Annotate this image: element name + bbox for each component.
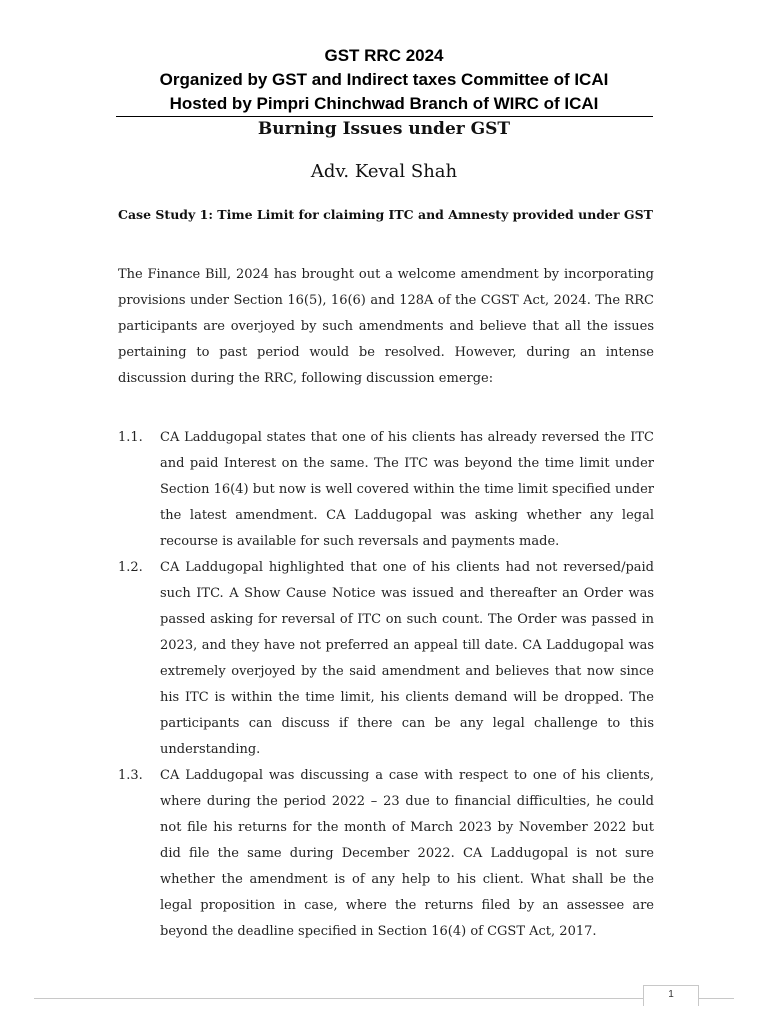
item-number: 1.1.: [118, 430, 143, 445]
header-line-2: Organized by GST and Indirect taxes Committee of ICAI: [159, 70, 609, 89]
item-text: CA Laddugopal highlighted that one of his clients had not reversed/paid such ITC. A Show Cause Notice was issued and thereafter an Order was passed asking for reversal of ITC on such count. The Order was passed in 2023, and they have not preferred an appeal till date. CA Laddugopal was extremely overjoyed by the said amendment and believes that now since his ITC is within the time limit, his clients demand will be dropped. The participants can discuss if there can be any legal challenge to this understanding.: [160, 560, 654, 757]
footer-divider: [34, 998, 734, 999]
item-text: CA Laddugopal was discussing a case with respect to one of his clients, where during the period 2022 – 23 due to financial difficulties, he could not file his returns for the month of March 2023 by November 2022 but did file the same during December 2022. CA Laddugopal is not sure whether the amendment is of any help to his client. What shall be the legal proposition in case, where the returns filed by an assessee are beyond the deadline specified in Section 16(4) of CGST Act, 2017.: [160, 768, 654, 939]
page-number: 1: [643, 985, 699, 1006]
item-number: 1.3.: [118, 768, 143, 783]
list-item: [118, 425, 654, 555]
item-number: 1.2.: [118, 560, 143, 575]
list-item: [118, 555, 654, 763]
case-study-heading: Case Study 1: Time Limit for claiming ITC and Amnesty provided under GST: [118, 207, 653, 222]
intro-paragraph: The Finance Bill, 2024 has brought out a welcome amendment by incorporating provisions under Section 16(5), 16(6) and 128A of the CGST Act, 2024. The RRC participants are overjoyed by such amendments and believe that all the issues pertaining to past period would be resolved. However, during an intense discussion during the RRC, following discussion emerge:: [118, 267, 654, 386]
header-line-3: Hosted by Pimpri Chinchwad Branch of WIRC of ICAI: [169, 94, 599, 113]
list-item: [118, 763, 654, 945]
case-items-list: [118, 425, 654, 945]
header-line-1: GST RRC 2024: [324, 46, 444, 65]
header-divider: [116, 116, 653, 117]
item-text: CA Laddugopal states that one of his clients has already reversed the ITC and paid Interest on the same. The ITC was beyond the time limit under Section 16(4) but now is well covered within the time limit specified under the latest amendment. CA Laddugopal was asking whether any legal recourse is available for such reversals and payments made.: [160, 430, 654, 549]
document-title: Burning Issues under GST: [257, 119, 511, 139]
page-header: [0, 44, 768, 116]
author-name: Adv. Keval Shah: [310, 161, 458, 182]
